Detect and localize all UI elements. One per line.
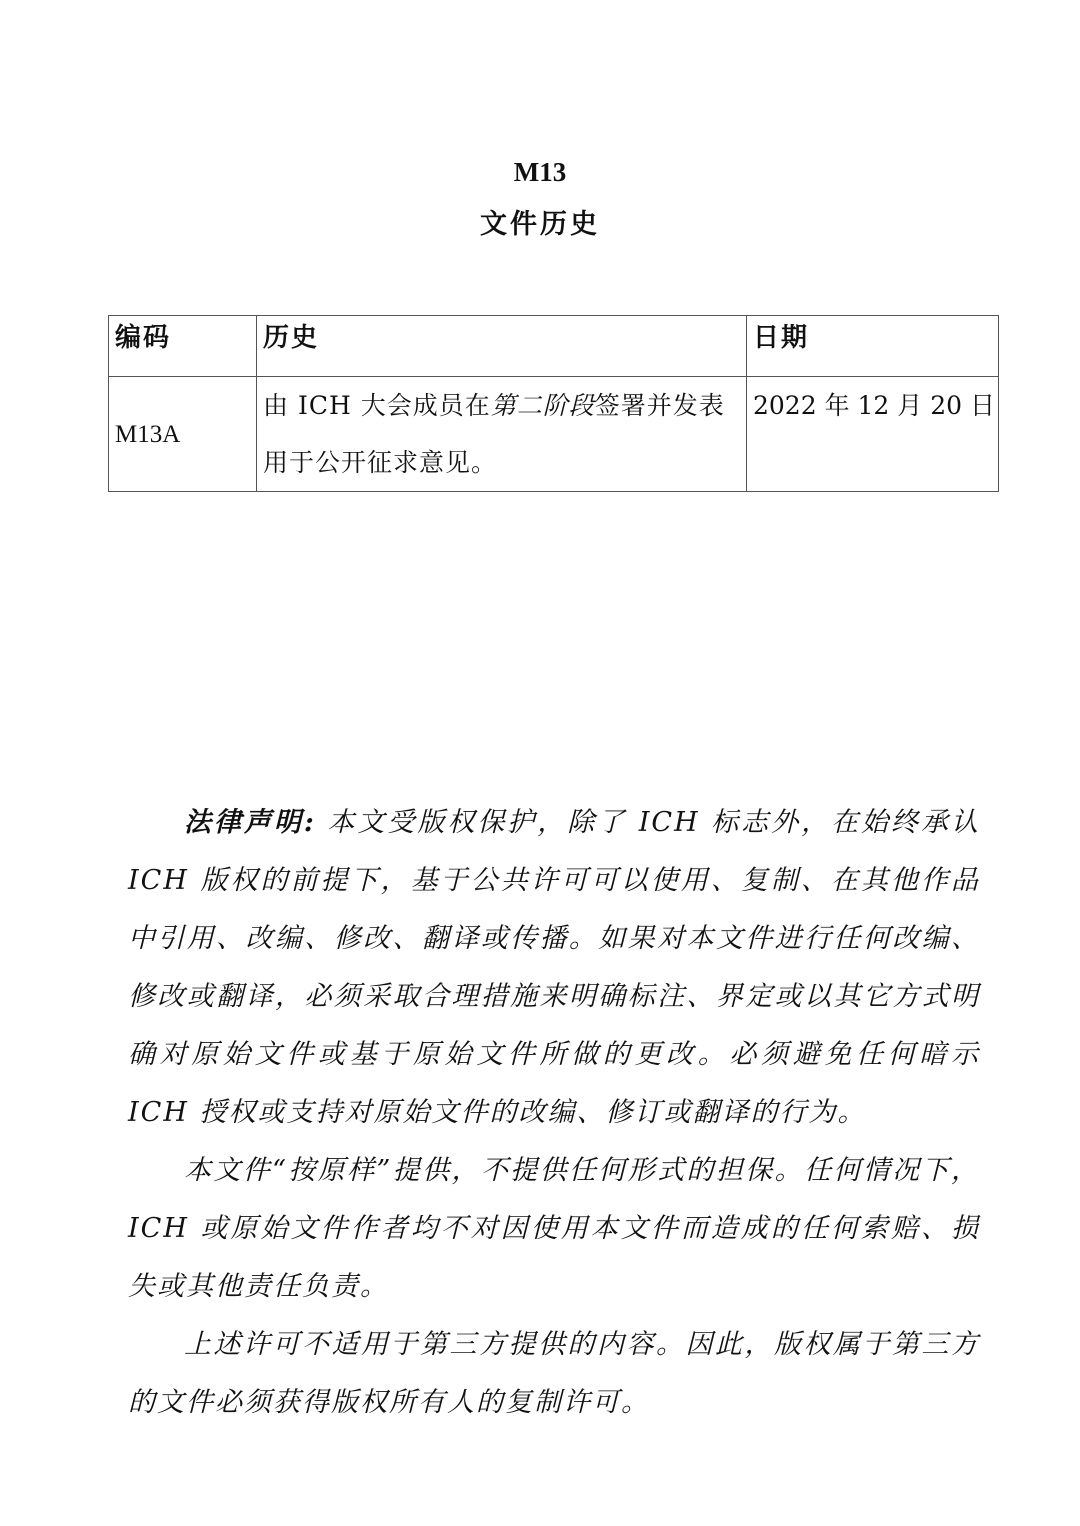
legal-text-1: 本文受版权保护，除了 ICH 标志外，在始终承认 ICH 版权的前提下，基于公共许可可以使用、复制、在其他作品中引用、改编、修改、翻译或传播。如果对本文件进行任何改编、修改或翻译，必须采取合理措施来明确标注、界定或以其它方式明确对原始文件或基于原始文件所做的更改。必须避免任何暗示 ICH 授权或支持对原始文件的改编、修订或翻译的行为。 <box>128 807 980 1128</box>
table-row <box>109 377 999 492</box>
legal-paragraph-1 <box>128 794 980 1142</box>
document-history-table <box>108 315 999 492</box>
legal-label: 法律声明: <box>184 807 316 838</box>
row-date: 2022 年 12 月 20 日 <box>747 377 999 492</box>
header-code: 编码 <box>109 316 257 377</box>
document-code: M13 <box>513 157 567 187</box>
document-title: 文件历史 <box>480 209 600 240</box>
row-code: M13A <box>109 377 257 492</box>
row-history <box>257 377 747 492</box>
history-suffix: 签署并发表用于公开征求意见。 <box>263 391 725 477</box>
header-date: 日期 <box>747 316 999 377</box>
legal-paragraph-2: 本文件“按原样”提供，不提供任何形式的担保。任何情况下，ICH 或原始文件作者均不对因使用本文件而造成的任何索赔、损失或其他责任负责。 <box>128 1155 980 1302</box>
legal-paragraph-3: 上述许可不适用于第三方提供的内容。因此，版权属于第三方的文件必须获得版权所有人的复制许可。 <box>128 1329 980 1418</box>
history-prefix: 由 ICH 大会成员在 <box>263 391 491 420</box>
legal-notice <box>128 794 980 1432</box>
history-stage: 第二阶段 <box>490 391 595 420</box>
header-history: 历史 <box>257 316 747 377</box>
table-header-row <box>109 316 999 377</box>
